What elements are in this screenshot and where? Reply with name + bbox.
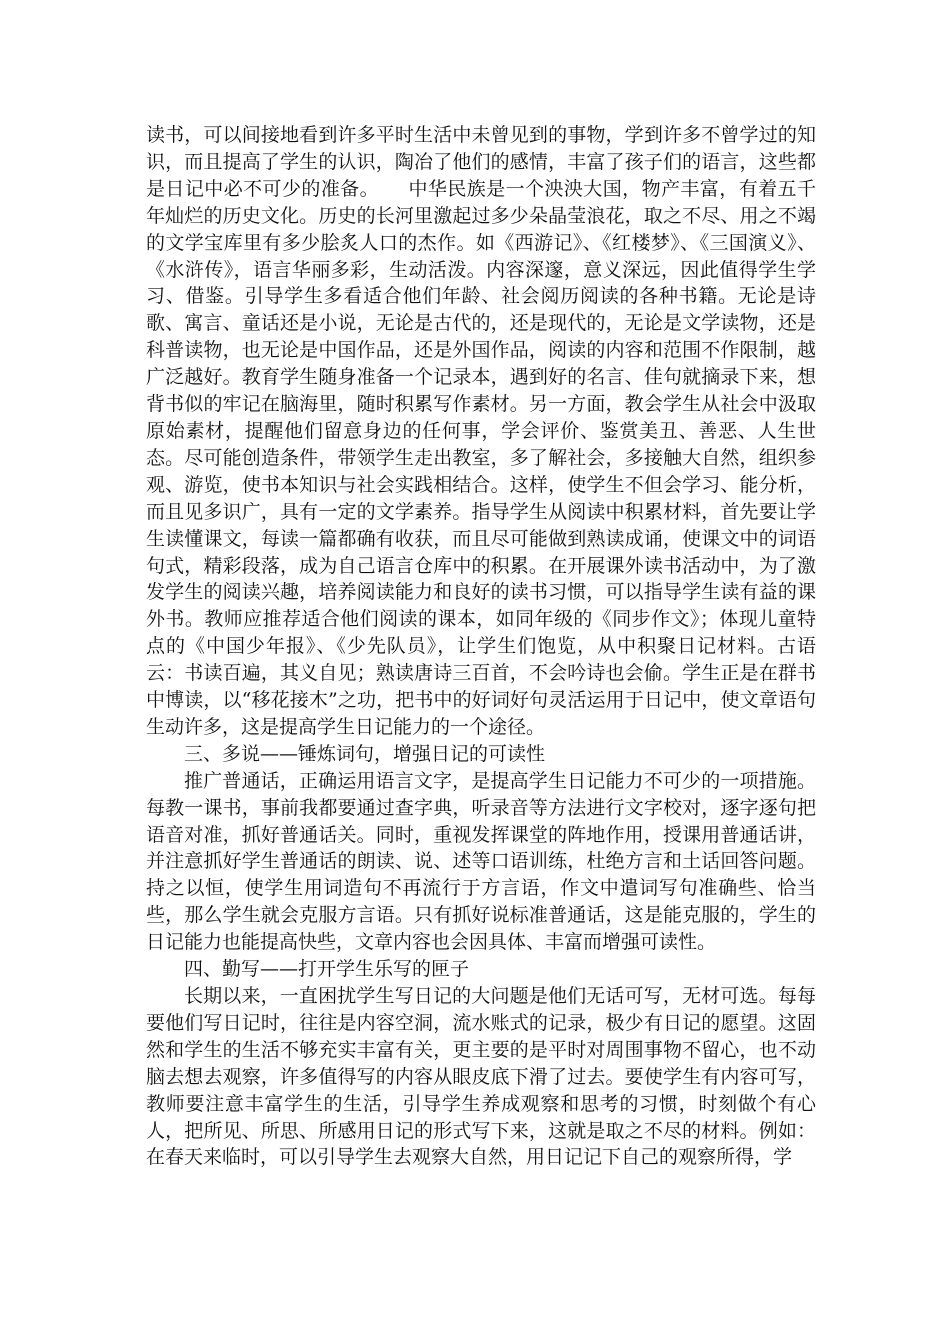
section-heading-writing: 四、勤写——打开学生乐写的匣子 [184, 958, 470, 981]
document-page [146, 122, 816, 1171]
body-paragraph: 读书，可以间接地看到许多平时生活中未曾见到的事物，学到许多不曾学过的知识，而且提高了学生的认识，陶冶了他们的感情，丰富了孩子们的语言，这些都是日记中必不可少的准备。 中华民族是一个泱泱大国，物产丰富，有着五千年灿烂的历史文化。历史的长河里激起过多少朵晶莹浪花，取之不尽、用之不竭的文学宝库里有多少脍炙人口的杰作。如《西游记》、《红楼梦》、《三国演义》、《水浒传》，语言华丽多彩，生动活泼。内容深邃，意义深远，因此值得学生学习、借鉴。引导学生多看适合他们年龄、社会阅历阅读的各种书籍。无论是诗歌、寓言、童话还是小说，无论是古代的，还是现代的，无论是文学读物，还是科普读物，也无论是中国作品，还是外国作品，阅读的内容和范围不作限制，越广泛越好。教育学生随身准备一个记录本，遇到好的名言、佳句就摘录下来，想背书似的牢记在脑海里，随时积累写作素材。另一方面，教会学生从社会中汲取原始素材，提醒他们留意身边的任何事，学会评价、鉴赏美丑、善恶、人生世态。尽可能创造条件，带领学生走出教室，多了解社会，多接触大自然，组织参观、游览，使书本知识与社会实践相结合。这样，使学生不但会学习、能分析，而且见多识广，具有一定的文学素养。指导学生从阅读中积累材料，首先要让学生读懂课文，每读一篇都确有收获，而且尽可能做到熟读成诵，使课文中的词语句式，精彩段落，成为自己语言仓库中的积累。在开展课外读书活动中，为了激发学生的阅读兴趣，培养阅读能力和良好的读书习惯，可以指导学生读有益的课外书。教师应推荐适合他们阅读的课本，如同年级的《同步作文》；体现儿童特点的《中国少年报》、《少先队员》，让学生们饱览，从中积聚日记材料。古语云：书读百遍，其义自见；熟读唐诗三百首，不会吟诗也会偷。学生正是在群书中博读，以“移花接木”之功，把书中的好词好句灵活运用于日记中，使文章语句生动许多，这是提高学生日记能力的一个途径。 [146, 124, 816, 738]
section-heading-speaking: 三、多说——锤炼词句，增强日记的可读性 [184, 742, 546, 765]
body-paragraph: 推广普通话，正确运用语言文字，是提高学生日记能力不可少的一项措施。每教一课书，事前我都要通过查字典，听录音等方法进行文字校对，逐字逐句把语音对准，抓好普通话关。同时，重视发挥课堂的阵地作用，授课用普通话讲，并注意抓好学生普通话的朗读、说、述等口语训练，杜绝方言和土话回答问题。持之以恒，使学生用词造句不再流行于方言语，作文中遣词写句准确些、恰当些，那么学生就会克服方言语。只有抓好说标准普通话，这是能克服的，学生的日记能力也能提高快些，文章内容也会因具体、丰富而增强可读性。 [146, 769, 816, 954]
body-paragraph: 长期以来，一直困扰学生写日记的大问题是他们无话可写，无材可选。每每要他们写日记时，往往是内容空洞，流水账式的记录，极少有日记的愿望。这固然和学生的生活不够充实丰富有关，更主要的是平时对周围事物不留心，也不动脑去想去观察，许多值得写的内容从眼皮底下滑了过去。要使学生有内容可写，教师要注意丰富学生的生活，引导学生养成观察和思考的习惯，时刻做个有心人，把所见、所思、所感用日记的形式写下来，这就是取之不尽的材料。例如：在春天来临时，可以引导学生去观察大自然，用日记记下自己的观察所得，学 [146, 985, 816, 1169]
